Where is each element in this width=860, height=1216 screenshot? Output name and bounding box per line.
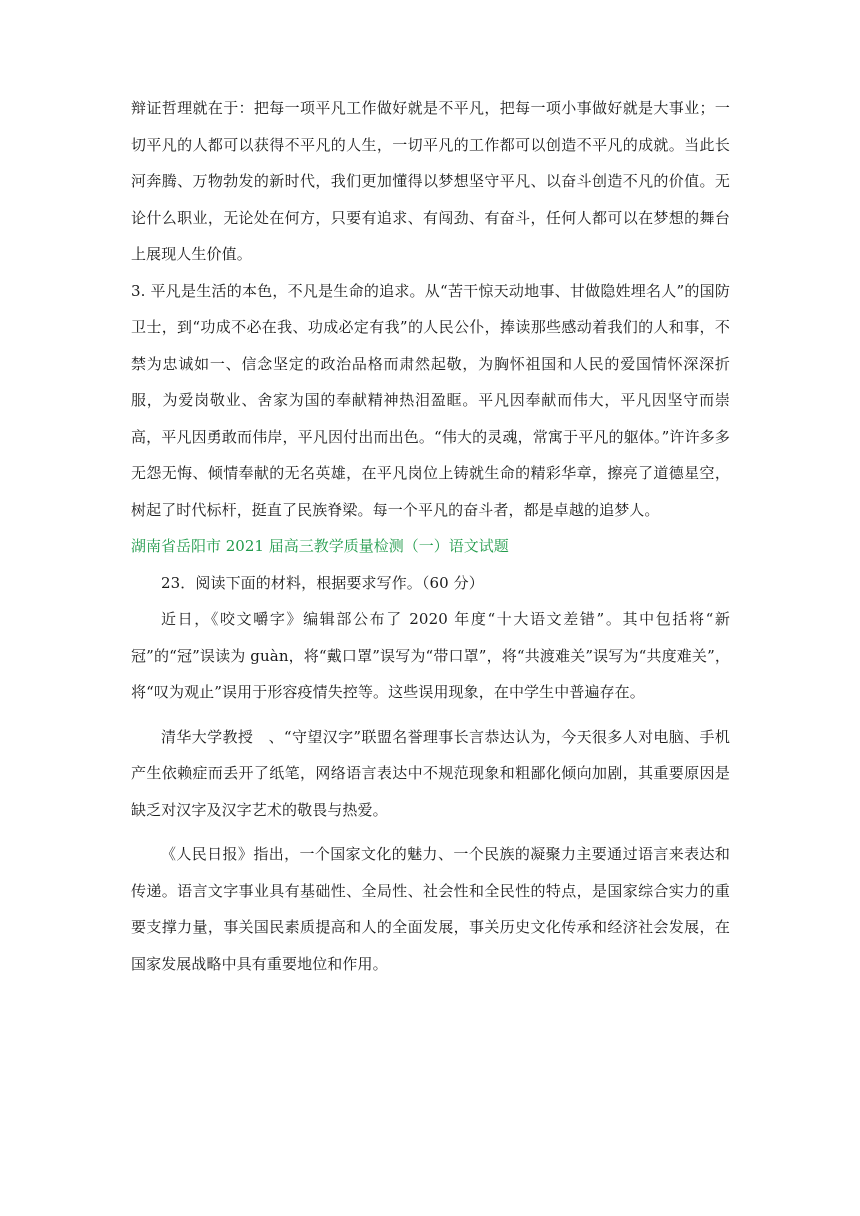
material-paragraph-2: 清华大学教授 、“守望汉字”联盟名誉理事长言恭达认为，今天很多人对电脑、手机产生依赖症而丢开了纸笔，网络语言表达中不规范现象和粗鄙化倾向加剧，其重要原因是缺乏对汉字及汉字艺术的敬畏与热爱。 [131,727,730,819]
paragraph-dialectic: 辩证哲理就在于：把每一项平凡工作做好就是不平凡，把每一项小事做好就是大事业；一切平凡的人都可以获得不平凡的人生，一切平凡的工作都可以创造不平凡的成就。当此长河奔腾、万物勃发的新时代，我们更加懂得以梦想坚守平凡、以奋斗创造不凡的价值。无论什么职业，无论处在何方，只要有追求、有闯劲、有奋斗，任何人都可以在梦想的舞台上展现人生价值。 [131,99,730,263]
source-heading: 湖南省岳阳市 2021 届高三教学质量检测（一）语文试题 [131,537,509,555]
paragraph-point-3: 3. 平凡是生活的本色，不凡是生命的追求。从“苦干惊天动地事、甘做隐姓埋名人”的国防卫士，到“功成不必在我、功成必定有我”的人民公仆，捧读那些感动着我们的人和事，不禁为忠诚如一、信念坚定的政治品格而肃然起敬，为胸怀祖国和人民的爱国情怀深深折服，为爱岗敬业、舍家为国的奉献精神热泪盈眶。平凡因奉献而伟大，平凡因坚守而崇高，平凡因勇敢而伟岸，平凡因付出而出色。“伟大的灵魂，常寓于平凡的躯体。”许许多多无怨无悔、倾情奉献的无名英雄，在平凡岗位上铸就生命的精彩华章，擦亮了道德星空，树起了时代标杆，挺直了民族脊梁。每一个平凡的奋斗者，都是卓越的追梦人。 [131,281,730,519]
material-paragraph-1: 近日，《咬文嚼字》编辑部公布了 2020 年度“十大语文差错”。其中包括将“新冠”的“冠”误读为 guàn，将“戴口罩”误写为“带口罩”，将“共渡难关”误写为“共度难关”，将“叹为观止”误用于形容疫情失控等。这些误用现象，在中学生中普遍存在。 [131,610,730,701]
question-title: 23．阅读下面的材料，根据要求写作。（60 分） [161,573,484,592]
material-paragraph-3: 《人民日报》指出，一个国家文化的魅力、一个民族的凝聚力主要通过语言来表达和传递。语言文字事业具有基础性、全局性、社会性和全民性的特点，是国家综合实力的重要支撑力量，事关国民素质提高和人的全面发展，事关历史文化传承和经济社会发展，在国家发展战略中具有重要地位和作用。 [131,845,730,973]
